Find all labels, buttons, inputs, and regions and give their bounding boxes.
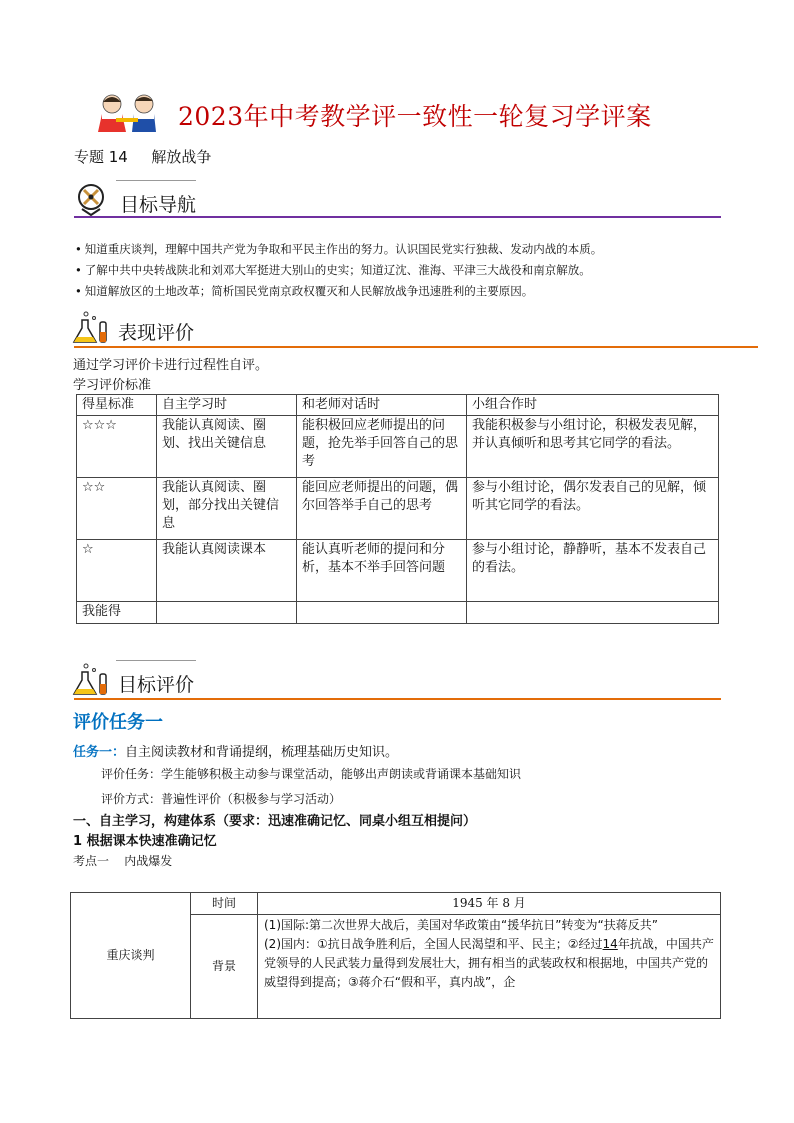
table-row bbox=[77, 478, 719, 540]
blank-fill-answer: 14 bbox=[602, 937, 618, 951]
eval-method: 评价方式：普遍性评价（积极参与学习活动） bbox=[101, 792, 342, 806]
table-cell: 我能认真阅读、圈划，部分找出关键信息 bbox=[157, 478, 297, 540]
topic-name: 解放战争 bbox=[151, 148, 212, 166]
flask-icon bbox=[72, 310, 112, 346]
topic-number: 专题 14 bbox=[74, 148, 128, 166]
performance-title: 表现评价 bbox=[118, 322, 195, 344]
section-header-rule-short bbox=[116, 660, 196, 661]
flask-icon bbox=[72, 662, 112, 698]
sub-one-heading: 1 根据课本快速准确记忆 bbox=[73, 834, 217, 849]
table-cell: 我能得 bbox=[77, 602, 157, 624]
eval-task: 评价任务：学生能够积极主动参与课堂活动，能够出声朗读或背诵课本基础知识 bbox=[101, 767, 522, 781]
task-text: 自主阅读教材和背诵提纲，梳理基础历史知识。 bbox=[125, 745, 399, 760]
task-line bbox=[73, 741, 398, 760]
table-header-row bbox=[77, 395, 719, 416]
table-header-cell: 小组合作时 bbox=[467, 395, 719, 416]
score-input-cell[interactable] bbox=[157, 602, 297, 624]
table-cell: 参与小组讨论，静静听，基本不发表自己的看法。 bbox=[467, 540, 719, 602]
goal-item: • 了解中共中央转战陕北和刘邓大军挺进大别山的史实；知道辽沈、淮海、平津三大战役和南京解放。 bbox=[75, 260, 735, 281]
compass-icon bbox=[72, 182, 110, 216]
table-row bbox=[77, 602, 719, 624]
time-value-cell: 1945 年 8 月 bbox=[258, 893, 721, 915]
goal-item: • 知道重庆谈判，理解中国共产党为争取和平民主作出的努力。认识国民党实行独裁、发动内战的本质。 bbox=[75, 239, 735, 260]
event-cell: 重庆谈判 bbox=[71, 893, 191, 1019]
goal-eval-rule bbox=[74, 698, 721, 700]
table-cell: 能认真听老师的提问和分析，基本不举手回答问题 bbox=[297, 540, 467, 602]
table-cell: 参与小组讨论，偶尔发表自己的见解，倾听其它同学的看法。 bbox=[467, 478, 719, 540]
table-cell: 我能认真阅读课本 bbox=[157, 540, 297, 602]
background-label-cell: 背景 bbox=[191, 915, 258, 1019]
table-cell: ☆ bbox=[77, 540, 157, 602]
goal-nav-title: 目标导航 bbox=[120, 194, 197, 216]
table-header-cell: 自主学习时 bbox=[157, 395, 297, 416]
knowledge-table bbox=[70, 892, 721, 1019]
evaluation-criteria-table bbox=[76, 394, 719, 624]
kids-logo bbox=[88, 92, 174, 136]
table-cell: 我能积极参与小组讨论，积极发表见解，并认真倾听和思考其它同学的看法。 bbox=[467, 416, 719, 478]
goal-item: • 知道解放区的土地改革；简析国民党南京政权覆灭和人民解放战争迅速胜利的主要原因。 bbox=[75, 281, 735, 302]
table-row bbox=[77, 416, 719, 478]
document-title: 2023年中考教学评一致性一轮复习学评案 bbox=[178, 102, 652, 131]
performance-intro: 通过学习评价卡进行过程性自评。 bbox=[73, 358, 269, 373]
background-international: (1)国际:第二次世界大战后，美国对华政策由“援华抗日”转变为“扶蒋反共” bbox=[264, 918, 658, 932]
table-cell: ☆☆ bbox=[77, 478, 157, 540]
table-cell: ☆☆☆ bbox=[77, 416, 157, 478]
task-heading: 评价任务一 bbox=[73, 712, 163, 733]
task-label: 任务一： bbox=[73, 745, 126, 760]
table-row bbox=[71, 893, 721, 915]
table-cell: 能积极回应老师提出的问题，抢先举手回答自己的思考 bbox=[297, 416, 467, 478]
table-row bbox=[77, 540, 719, 602]
exam-point-one: 考点一 内战爆发 bbox=[73, 854, 173, 868]
goal-eval-title: 目标评价 bbox=[118, 674, 195, 696]
table-cell: 能回应老师提出的问题，偶尔回答举手自己的思考 bbox=[297, 478, 467, 540]
part-one-heading: 一、自主学习，构建体系（要求：迅速准确记忆、同桌小组互相提问） bbox=[73, 814, 477, 829]
table-cell: 我能认真阅读、圈划、找出关键信息 bbox=[157, 416, 297, 478]
score-input-cell[interactable] bbox=[297, 602, 467, 624]
goal-list bbox=[75, 239, 735, 302]
score-input-cell[interactable] bbox=[467, 602, 719, 624]
performance-rule bbox=[74, 346, 758, 348]
background-content-cell bbox=[258, 915, 721, 1019]
table-header-cell: 得星标准 bbox=[77, 395, 157, 416]
topic-line bbox=[74, 146, 211, 167]
section-header-rule-short bbox=[116, 180, 196, 181]
background-domestic: (2)国内：①抗日战争胜利后，全国人民渴望和平、民主；②经过14年抗战，中国共产党领导的人民武装力量得到发展壮大，拥有相当的武装政权和根据地，中国共产党的威望得到提高；③蒋介石“假和平，真内战”，企 bbox=[264, 937, 714, 989]
goal-nav-rule bbox=[74, 216, 721, 218]
performance-table-caption: 学习评价标准 bbox=[73, 378, 152, 393]
time-label-cell: 时间 bbox=[191, 893, 258, 915]
table-header-cell: 和老师对话时 bbox=[297, 395, 467, 416]
